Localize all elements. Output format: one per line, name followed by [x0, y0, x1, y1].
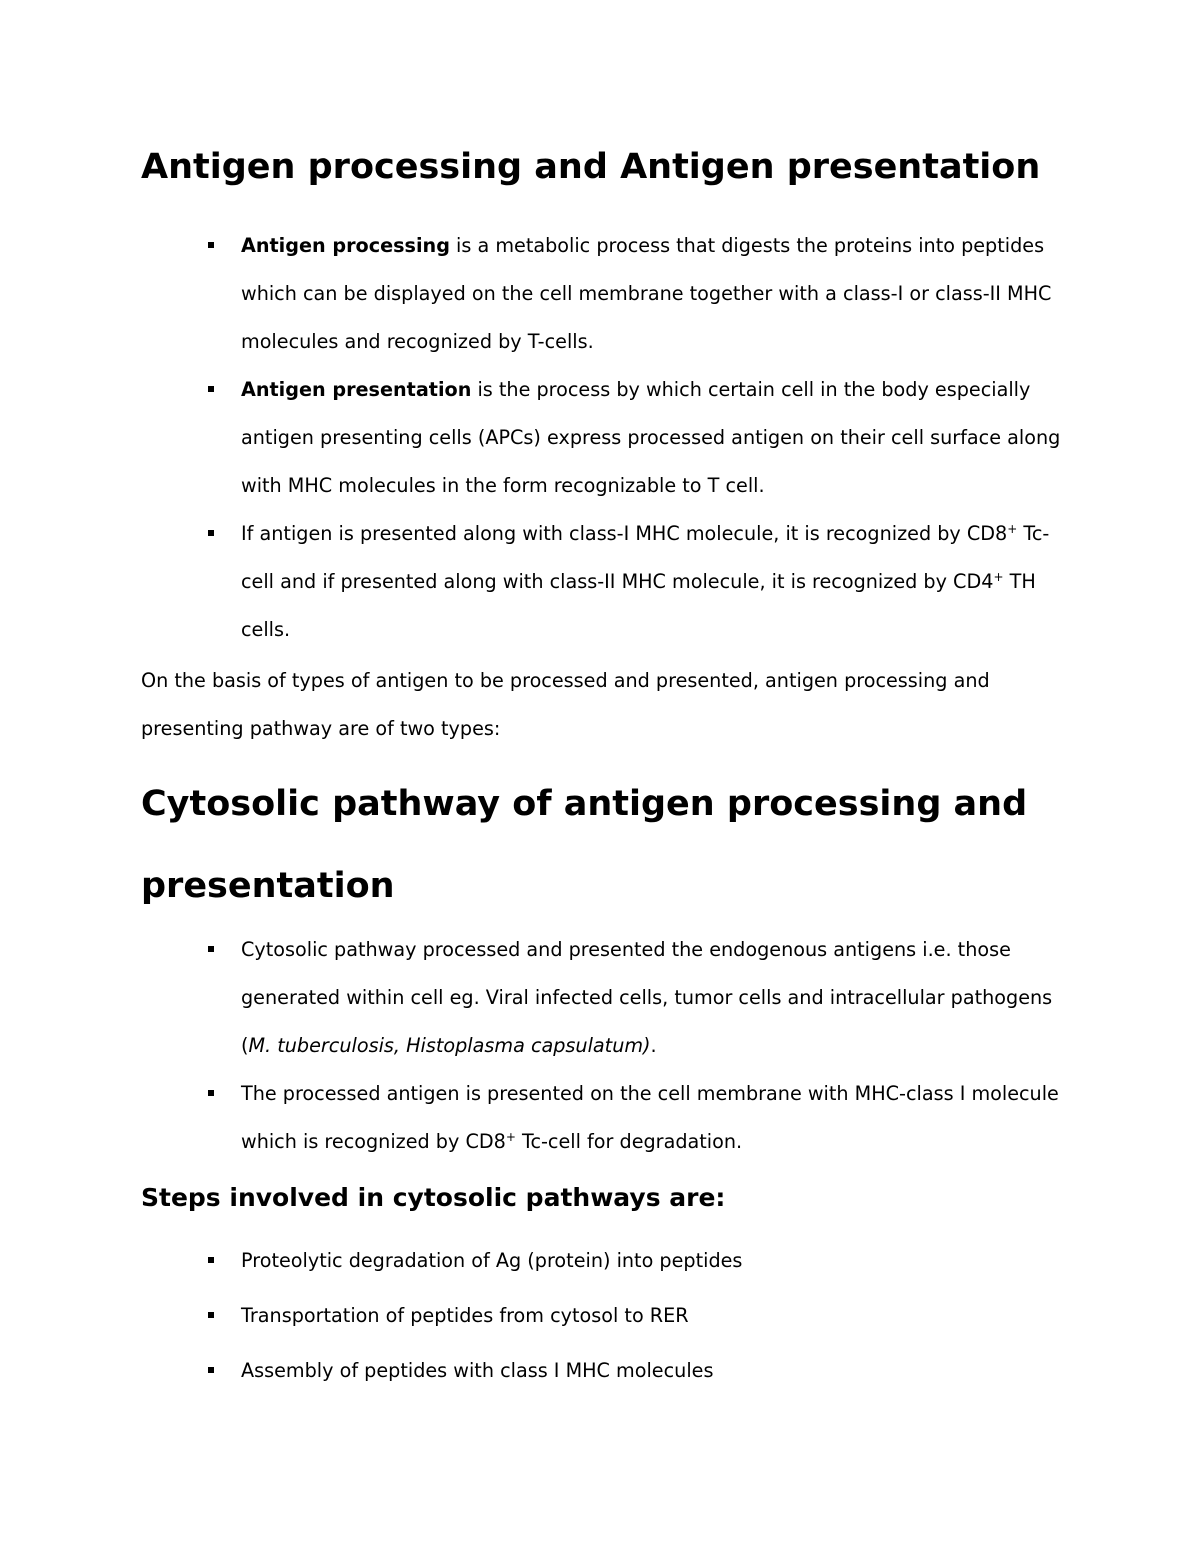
superscript: +: [1007, 522, 1018, 536]
list-item: [141, 1070, 1061, 1166]
cytosolic-bullet-list: [141, 926, 1061, 1166]
list-item: [141, 1292, 1061, 1340]
list-item-text: Cytosolic pathway processed and presented the endogenous antigens i.e. those generated within cell eg. Viral infected cells, tumor cells and intracellular pathogens (: [241, 938, 1053, 1057]
list-item-text: The processed antigen is presented on the cell membrane with MHC-class I molecule which is recognized by CD8: [241, 1082, 1059, 1153]
square-bullet-icon: [208, 242, 214, 248]
superscript: +: [505, 1130, 516, 1144]
intro-bullet-list: [141, 222, 1061, 654]
square-bullet-icon: [208, 1257, 214, 1263]
term-bold: Antigen presentation: [241, 378, 472, 401]
heading-antigen-processing: Antigen processing and Antigen presentation: [141, 147, 1041, 187]
list-item: [141, 366, 1061, 510]
steps-bullet-list: [141, 1237, 1061, 1402]
list-item-text: is the process by which certain cell in the body especially antigen presenting cells (APCs) express processed antigen on their cell surface along with MHC molecules in the form recognizable to T cell.: [241, 378, 1061, 497]
list-item: [141, 222, 1061, 366]
square-bullet-icon: [208, 386, 214, 392]
italic-organisms: M. tuberculosis, Histoplasma capsulatum): [248, 1034, 651, 1057]
list-item-text: Tc-cell for degradation.: [515, 1130, 743, 1153]
term-bold: Antigen processing: [241, 234, 450, 257]
list-item-text: Assembly of peptides with class I MHC molecules: [241, 1359, 714, 1382]
body-paragraph: On the basis of types of antigen to be processed and presented, antigen processing and presenting pathway are of two types:: [141, 669, 990, 740]
list-item: [141, 1237, 1061, 1285]
square-bullet-icon: [208, 1312, 214, 1318]
list-item-text: Proteolytic degradation of Ag (protein) into peptides: [241, 1249, 743, 1272]
list-item-text: TH cells.: [241, 570, 1036, 641]
superscript: +: [993, 570, 1004, 584]
square-bullet-icon: [208, 946, 214, 952]
list-item-text: Tc-cell and if presented along with class-II MHC molecule, it is recognized by CD4: [241, 522, 1050, 593]
heading-steps: Steps involved in cytosolic pathways are:: [141, 1183, 726, 1212]
square-bullet-icon: [208, 530, 214, 536]
list-item: [141, 510, 1061, 654]
list-item: [141, 926, 1061, 1070]
heading-cytosolic-pathway: Cytosolic pathway of antigen processing and presentation: [141, 784, 1028, 906]
list-item-text: .: [650, 1034, 657, 1057]
list-item-text: Transportation of peptides from cytosol to RER: [241, 1304, 689, 1327]
list-item: [141, 1347, 1061, 1395]
list-item-text: is a metabolic process that digests the proteins into peptides which can be displayed on the cell membrane together with a class-I or class-II MHC molecules and recognized by T-cells.: [241, 234, 1052, 353]
list-item-text: If antigen is presented along with class-I MHC molecule, it is recognized by CD8: [241, 522, 1008, 545]
square-bullet-icon: [208, 1090, 214, 1096]
square-bullet-icon: [208, 1367, 214, 1373]
